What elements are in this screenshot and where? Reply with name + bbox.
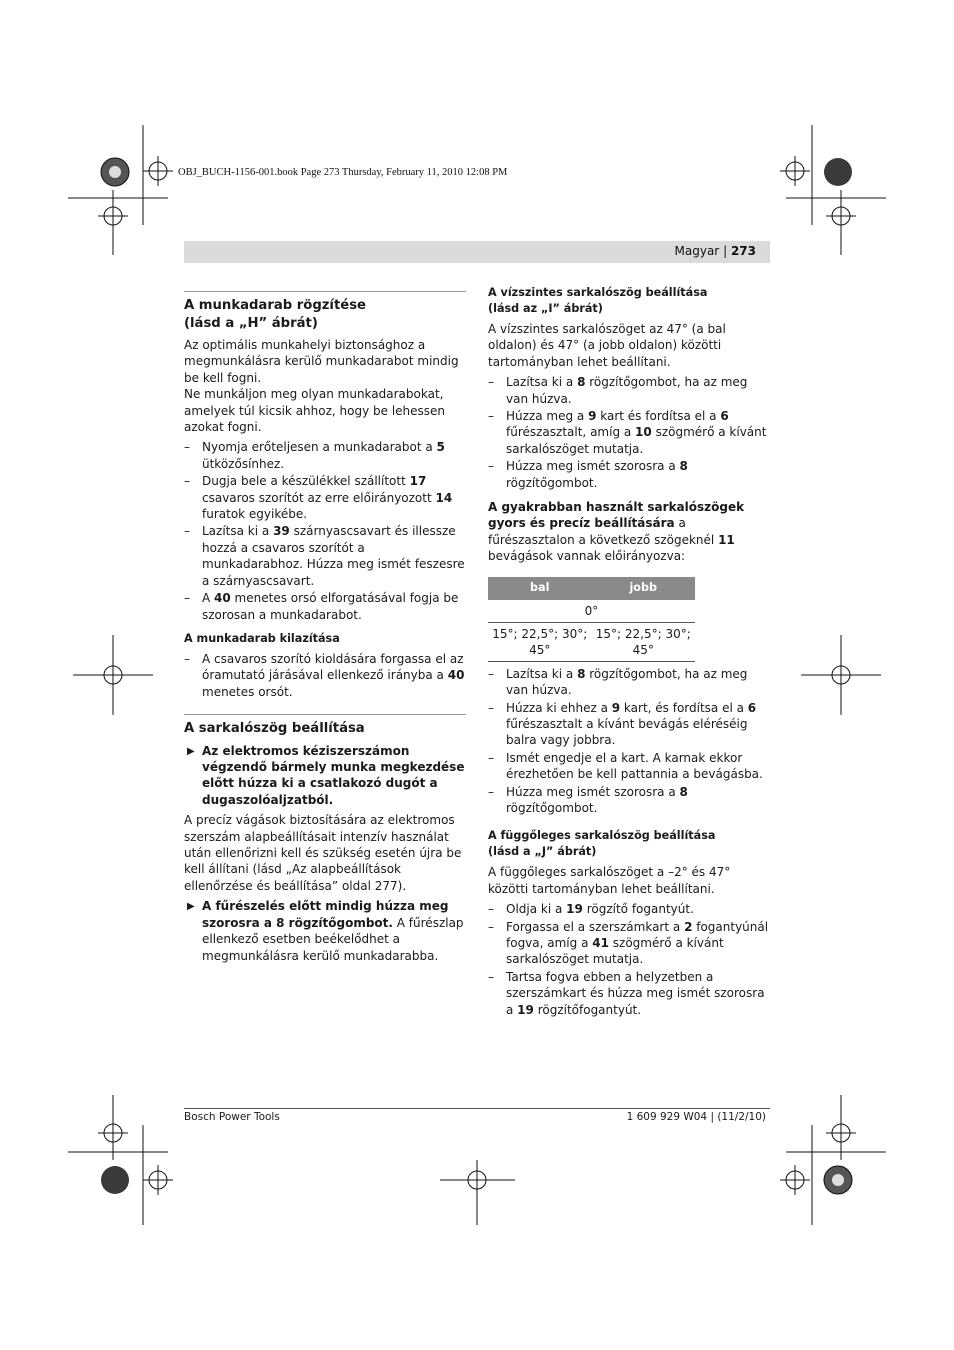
section-rule <box>184 291 466 292</box>
section-rule <box>184 714 466 715</box>
section-title-workpiece-clamping: A munkadarab rögzítése (lásd a „H” ábrát) <box>184 298 366 331</box>
paragraph: A függőleges sarkalószöget a –2° és 47° közötti tartományban lehet beállítani. <box>488 865 731 896</box>
list-item: – Oldja ki a 19 rögzítő fogantyút. <box>488 901 772 917</box>
header-language: Magyar <box>674 244 720 258</box>
step-list <box>488 901 772 1018</box>
footer-brand: Bosch Power Tools <box>184 1111 280 1123</box>
table-cell: 15°; 22,5°; 30°; 45° <box>488 622 592 661</box>
warning-note: ▶ Az elektromos kéziszerszámon végzendő bármely munka megkezdése előtt húzza ki a csatlakozó dugót a dugaszolóaljzatból. <box>187 743 465 807</box>
subsection-title-vertical-miter: A függőleges sarkalószög beállítása (lásd a „J” ábrát) <box>488 829 716 859</box>
list-item: – Ismét engedje el a kart. A karnak ekkor érezhetően be kell pattannia a bevágásba. <box>488 750 772 783</box>
list-item: – Lazítsa ki a 8 rögzítőgombot, ha az meg van húzva. <box>488 666 772 699</box>
footer-doc-number: 1 609 929 W04 | (11/2/10) <box>626 1111 766 1123</box>
list-item: – A 40 menetes orsó elforgatásával fogja be szorosan a munkadarabot. <box>184 590 466 623</box>
paragraph: Az optimális munkahelyi biztonsághoz a megmunkálásra kerülő munkadarabot mindig be kell fogni. <box>184 338 459 385</box>
paragraph: A vízszintes sarkalószöget az 47° (a bal oldalon) és 47° (a jobb oldalon) közötti tartományban lehet beállítani. <box>488 322 726 369</box>
list-item: – Húzza meg a 9 kart és fordítsa el a 6 fűrészasztalt, amíg a 10 szögmérő a kívánt sarkalószöget mutatja. <box>488 408 772 457</box>
step-list <box>184 651 466 700</box>
paragraph: A precíz vágások biztosítására az elektromos szerszám alapbeállításait intenzív használat után ellenőrizni kell és szükség esetén újra be kell állítani (lásd „Az alapbeállítások ellenőrzése és beállítása” oldal 277). <box>184 813 462 893</box>
page-number: 273 <box>730 244 756 258</box>
table-header-left: bal <box>488 577 592 600</box>
header-text <box>675 244 756 258</box>
left-column <box>184 291 466 968</box>
header-separator: | <box>723 244 728 258</box>
right-column <box>488 285 772 1022</box>
paragraph: Ne munkáljon meg olyan munkadarabokat, amelyek túl kicsik ahhoz, hogy be lehessen azokat fogni. <box>184 387 446 435</box>
step-list <box>184 439 466 622</box>
list-item: – Húzza ki ehhez a 9 kart, és fordítsa el a 6 fűrészasztalt a kívánt bevágás eléréséig balra vagy jobbra. <box>488 700 772 749</box>
list-item: – Nyomja erőteljesen a munkadarabot a 5 ütközősínhez. <box>184 439 466 472</box>
table-cell: 15°; 22,5°; 30°; 45° <box>592 622 696 661</box>
step-list <box>488 666 772 817</box>
section-title-miter-angle: A sarkalószög beállítása <box>184 721 365 737</box>
warning-note: ▶ A fűrészelés előtt mindig húzza meg szorosra a 8 rögzítőgombot. A fűrészlap ellenkező esetben beékelődhet a megmunkálásra kerülő munkadarabba. <box>187 899 464 963</box>
list-item: – Dugja bele a készülékkel szállított 17 csavaros szorítót az erre előirányozott 14 furatok egyikébe. <box>184 473 466 522</box>
table-row <box>488 622 695 661</box>
table-header-right: jobb <box>592 577 696 600</box>
list-item: – A csavaros szorító kioldására forgassa el az óramutató járásával ellenkező irányba a 40 menetes orsót. <box>184 651 466 700</box>
list-item: – Tartsa fogva ebben a helyzetben a szerszámkart és húzza meg ismét szorosra a 19 rögzítőfogantyút. <box>488 969 772 1018</box>
list-item: – Húzza meg ismét szorosra a 8 rögzítőgombot. <box>488 784 772 817</box>
table-header-row <box>488 577 695 600</box>
list-item: – Húzza meg ismét szorosra a 8 rögzítőgombot. <box>488 458 772 491</box>
list-item: – Lazítsa ki a 39 szárnyascsavart és illessze hozzá a csavaros szorítót a munkadarabhoz. Húzza meg ismét feszesre a szárnyascsavart. <box>184 523 466 589</box>
subsection-title-horizontal-miter: A vízszintes sarkalószög beállítása (lásd az „I” ábrát) <box>488 286 708 315</box>
book-info-line: OBJ_BUCH-1156-001.book Page 273 Thursday, February 11, 2010 12:08 PM <box>178 167 508 178</box>
page-footer <box>184 1108 770 1123</box>
subsection-title-workpiece-release: A munkadarab kilazítása <box>184 631 340 645</box>
page-header <box>184 241 770 263</box>
triangle-bullet-icon: ▶ <box>187 745 195 757</box>
list-item: – Forgassa el a szerszámkart a 2 fogantyúnál fogva, amíg a 41 szögmérő a kívánt sarkalószöget mutatja. <box>488 919 772 968</box>
table-row <box>488 600 695 623</box>
triangle-bullet-icon: ▶ <box>187 901 195 913</box>
list-item: – Lazítsa ki a 8 rögzítőgombot, ha az meg van húzva. <box>488 374 772 407</box>
miter-angle-table <box>488 577 695 662</box>
table-cell: 0° <box>488 600 695 623</box>
step-list <box>488 374 772 491</box>
paragraph: A gyakrabban használt sarkalószögek gyors és precíz beállítására a fűrészasztalon a következő szögeknél 11 bevágások vannak előirányozva: <box>488 500 745 564</box>
